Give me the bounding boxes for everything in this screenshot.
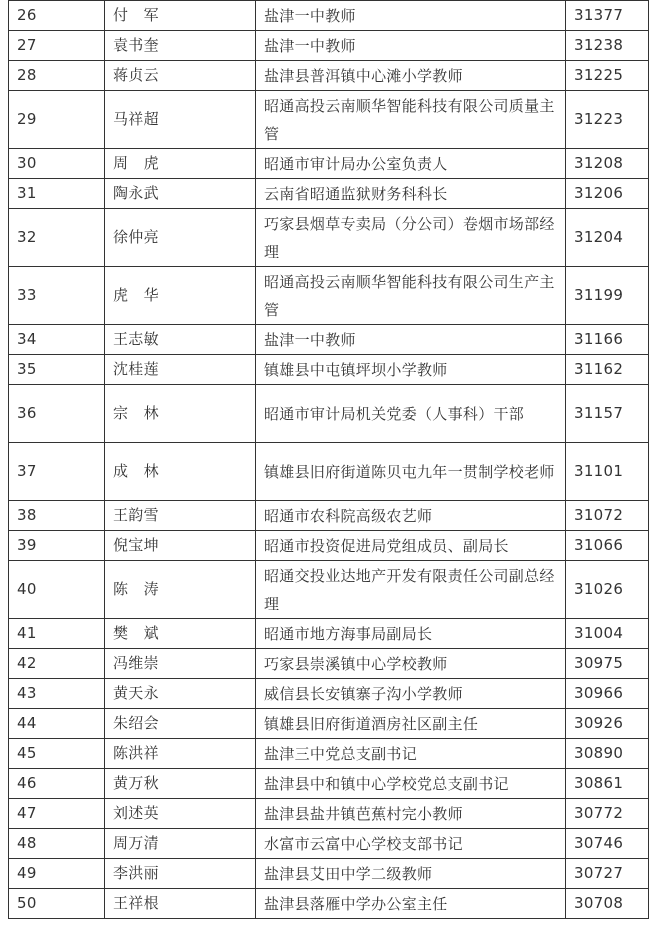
name-cell: 朱绍会 (105, 709, 256, 739)
table-row (9, 179, 649, 209)
rank-cell: 39 (9, 531, 105, 561)
score-cell: 31204 (566, 209, 649, 267)
position-cell: 昭通市审计局办公室负责人 (256, 149, 566, 179)
name-cell: 陈 涛 (105, 561, 256, 619)
table-row (9, 1, 649, 31)
table-row (9, 267, 649, 325)
name-cell: 王祥根 (105, 889, 256, 919)
name-cell: 倪宝坤 (105, 531, 256, 561)
table-row (9, 31, 649, 61)
name-cell: 王韵雪 (105, 501, 256, 531)
score-cell: 31206 (566, 179, 649, 209)
table-row (9, 355, 649, 385)
score-cell: 31066 (566, 531, 649, 561)
position-cell: 盐津一中教师 (256, 325, 566, 355)
position-cell: 昭通高投云南顺华智能科技有限公司质量主管 (256, 91, 566, 149)
position-cell: 巧家县烟草专卖局（分公司）卷烟市场部经理 (256, 209, 566, 267)
rank-cell: 43 (9, 679, 105, 709)
table-row (9, 799, 649, 829)
position-cell: 盐津县落雁中学办公室主任 (256, 889, 566, 919)
position-cell: 盐津县普洱镇中心滩小学教师 (256, 61, 566, 91)
position-cell: 云南省昭通监狱财务科科长 (256, 179, 566, 209)
table-row (9, 561, 649, 619)
score-cell: 30727 (566, 859, 649, 889)
table-row (9, 649, 649, 679)
name-cell: 李洪丽 (105, 859, 256, 889)
rank-cell: 40 (9, 561, 105, 619)
name-cell: 陈洪祥 (105, 739, 256, 769)
rank-cell: 30 (9, 149, 105, 179)
table-row (9, 61, 649, 91)
rank-cell: 49 (9, 859, 105, 889)
rank-cell: 35 (9, 355, 105, 385)
rank-cell: 26 (9, 1, 105, 31)
position-cell: 昭通市农科院高级农艺师 (256, 501, 566, 531)
rank-cell: 28 (9, 61, 105, 91)
name-cell: 王志敏 (105, 325, 256, 355)
score-cell: 31225 (566, 61, 649, 91)
table-row (9, 325, 649, 355)
position-cell: 盐津县盐井镇芭蕉村完小教师 (256, 799, 566, 829)
table-row (9, 149, 649, 179)
rank-cell: 41 (9, 619, 105, 649)
name-cell: 沈桂莲 (105, 355, 256, 385)
rank-cell: 50 (9, 889, 105, 919)
name-cell: 冯维崇 (105, 649, 256, 679)
position-cell: 昭通交投业达地产开发有限责任公司副总经理 (256, 561, 566, 619)
score-cell: 31238 (566, 31, 649, 61)
rank-cell: 34 (9, 325, 105, 355)
score-cell: 31072 (566, 501, 649, 531)
name-cell: 陶永武 (105, 179, 256, 209)
score-cell: 30966 (566, 679, 649, 709)
table-row (9, 859, 649, 889)
score-cell: 31162 (566, 355, 649, 385)
name-cell: 徐仲亮 (105, 209, 256, 267)
table-row (9, 91, 649, 149)
score-cell: 31026 (566, 561, 649, 619)
score-cell: 31101 (566, 443, 649, 501)
score-cell: 31223 (566, 91, 649, 149)
table-row (9, 829, 649, 859)
name-cell: 蒋贞云 (105, 61, 256, 91)
name-cell: 刘述英 (105, 799, 256, 829)
score-cell: 31377 (566, 1, 649, 31)
name-cell: 周 虎 (105, 149, 256, 179)
score-cell: 31004 (566, 619, 649, 649)
table-row (9, 443, 649, 501)
rank-cell: 33 (9, 267, 105, 325)
rank-cell: 42 (9, 649, 105, 679)
position-cell: 盐津一中教师 (256, 31, 566, 61)
rank-cell: 27 (9, 31, 105, 61)
position-cell: 镇雄县旧府街道酒房社区副主任 (256, 709, 566, 739)
table-row (9, 739, 649, 769)
position-cell: 昭通高投云南顺华智能科技有限公司生产主管 (256, 267, 566, 325)
position-cell: 昭通市审计局机关党委（人事科）干部 (256, 385, 566, 443)
name-cell: 周万清 (105, 829, 256, 859)
position-cell: 威信县长安镇寨子沟小学教师 (256, 679, 566, 709)
rank-cell: 29 (9, 91, 105, 149)
position-cell: 水富市云富中心学校支部书记 (256, 829, 566, 859)
position-cell: 昭通市投资促进局党组成员、副局长 (256, 531, 566, 561)
table-row (9, 889, 649, 919)
table-row (9, 619, 649, 649)
name-cell: 宗 林 (105, 385, 256, 443)
score-cell: 30772 (566, 799, 649, 829)
ranking-table (8, 0, 649, 919)
table-row (9, 209, 649, 267)
score-cell: 31199 (566, 267, 649, 325)
rank-cell: 32 (9, 209, 105, 267)
rank-cell: 36 (9, 385, 105, 443)
rank-cell: 44 (9, 709, 105, 739)
position-cell: 盐津县艾田中学二级教师 (256, 859, 566, 889)
score-cell: 30975 (566, 649, 649, 679)
name-cell: 马祥超 (105, 91, 256, 149)
position-cell: 昭通市地方海事局副局长 (256, 619, 566, 649)
score-cell: 31208 (566, 149, 649, 179)
score-cell: 30861 (566, 769, 649, 799)
name-cell: 黄万秋 (105, 769, 256, 799)
rank-cell: 48 (9, 829, 105, 859)
rank-cell: 47 (9, 799, 105, 829)
score-cell: 30890 (566, 739, 649, 769)
score-cell: 31166 (566, 325, 649, 355)
score-cell: 31157 (566, 385, 649, 443)
score-cell: 30746 (566, 829, 649, 859)
name-cell: 黄天永 (105, 679, 256, 709)
position-cell: 镇雄县旧府街道陈贝屯九年一贯制学校老师 (256, 443, 566, 501)
position-cell: 镇雄县中屯镇坪坝小学教师 (256, 355, 566, 385)
table-row (9, 769, 649, 799)
position-cell: 盐津县中和镇中心学校党总支副书记 (256, 769, 566, 799)
name-cell: 樊 斌 (105, 619, 256, 649)
name-cell: 袁书奎 (105, 31, 256, 61)
table-row (9, 679, 649, 709)
position-cell: 巧家县崇溪镇中心学校教师 (256, 649, 566, 679)
table-row (9, 531, 649, 561)
rank-cell: 45 (9, 739, 105, 769)
score-cell: 30708 (566, 889, 649, 919)
score-cell: 30926 (566, 709, 649, 739)
name-cell: 成 林 (105, 443, 256, 501)
table-row (9, 709, 649, 739)
rank-cell: 37 (9, 443, 105, 501)
table-row (9, 385, 649, 443)
ranking-table-body (9, 1, 649, 919)
rank-cell: 46 (9, 769, 105, 799)
name-cell: 付 军 (105, 1, 256, 31)
position-cell: 盐津一中教师 (256, 1, 566, 31)
table-row (9, 501, 649, 531)
position-cell: 盐津三中党总支副书记 (256, 739, 566, 769)
rank-cell: 31 (9, 179, 105, 209)
name-cell: 虎 华 (105, 267, 256, 325)
rank-cell: 38 (9, 501, 105, 531)
